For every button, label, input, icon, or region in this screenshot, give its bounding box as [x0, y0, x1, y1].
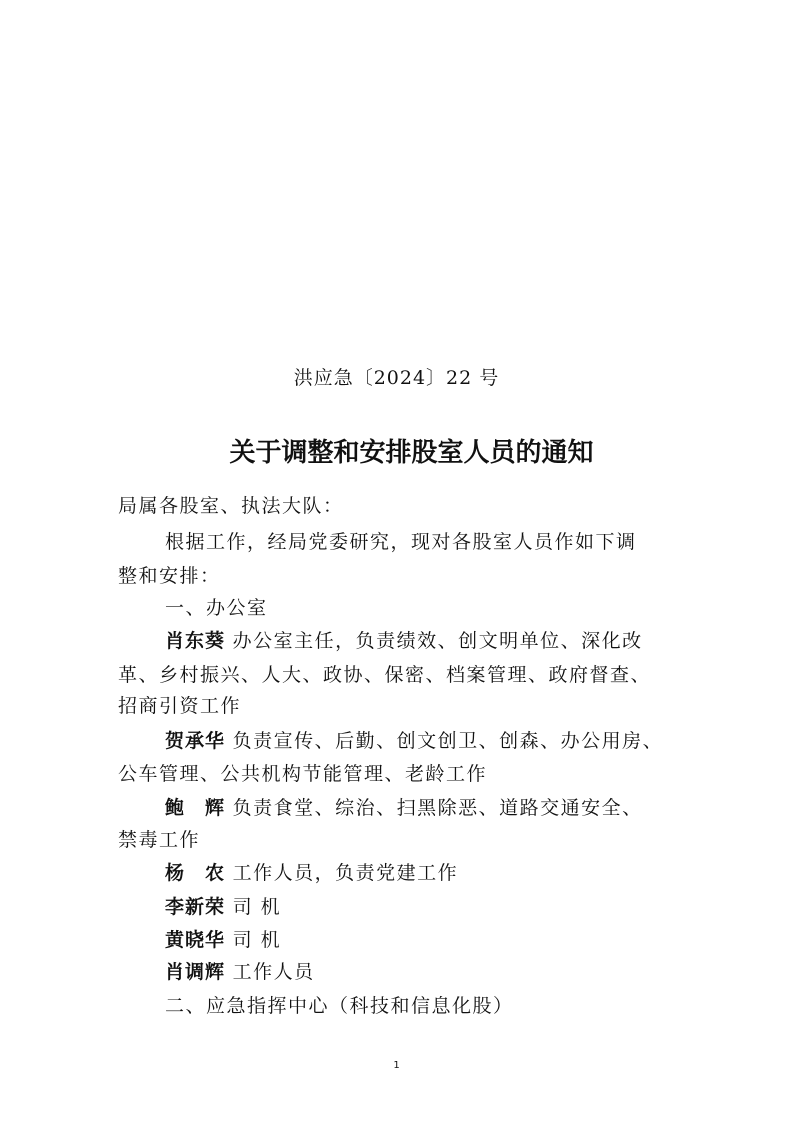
member-duty: 办公室主任，负责绩效、创文明单位、深化改	[232, 630, 643, 652]
intro-paragraph-line-1: 根据工作，经局党委研究，现对各股室人员作如下调	[165, 531, 637, 553]
intro-paragraph-line-2: 整和安排：	[118, 565, 221, 587]
member-entry	[165, 893, 281, 921]
member-duty: 负责食堂、综治、扫黑除恶、道路交通安全、	[232, 797, 643, 819]
member-name: 李新荣	[165, 896, 226, 918]
member-duty-continuation: 禁毒工作	[118, 829, 201, 851]
section-heading-office: 一、办公室	[165, 597, 268, 619]
member-entry	[165, 958, 315, 986]
member-duty-continuation: 公车管理、公共机构节能管理、老龄工作	[118, 763, 488, 785]
member-duty: 工作人员	[232, 961, 315, 983]
member-name: 肖调辉	[165, 961, 226, 983]
member-name: 杨 农	[165, 862, 226, 884]
salutation: 局属各股室、执法大队：	[118, 495, 344, 517]
document-title: 关于调整和安排股室人员的通知	[229, 438, 594, 468]
member-name: 肖东葵	[165, 630, 226, 652]
member-duty: 司 机	[232, 929, 282, 951]
member-name: 黄晓华	[165, 929, 226, 951]
member-entry	[165, 926, 281, 954]
member-name: 贺承华	[165, 730, 226, 752]
member-duty: 负责宣传、后勤、创文创卫、创森、办公用房、	[232, 730, 664, 752]
member-duty: 司 机	[232, 896, 282, 918]
member-entry	[165, 627, 643, 655]
member-entry	[165, 727, 663, 755]
member-entry	[165, 794, 643, 822]
member-entry	[165, 859, 458, 887]
member-duty: 工作人员，负责党建工作	[232, 862, 459, 884]
member-duty-continuation: 招商引资工作	[118, 695, 242, 717]
page-number: 1	[393, 1060, 400, 1071]
document-number: 洪应急〔2024〕22 号	[293, 367, 500, 389]
member-duty-continuation: 革、乡村振兴、人大、政协、保密、档案管理、政府督查、	[118, 664, 652, 686]
section-heading-emergency-center: 二、应急指挥中心（科技和信息化股）	[165, 995, 514, 1017]
member-name: 鲍 辉	[165, 797, 226, 819]
